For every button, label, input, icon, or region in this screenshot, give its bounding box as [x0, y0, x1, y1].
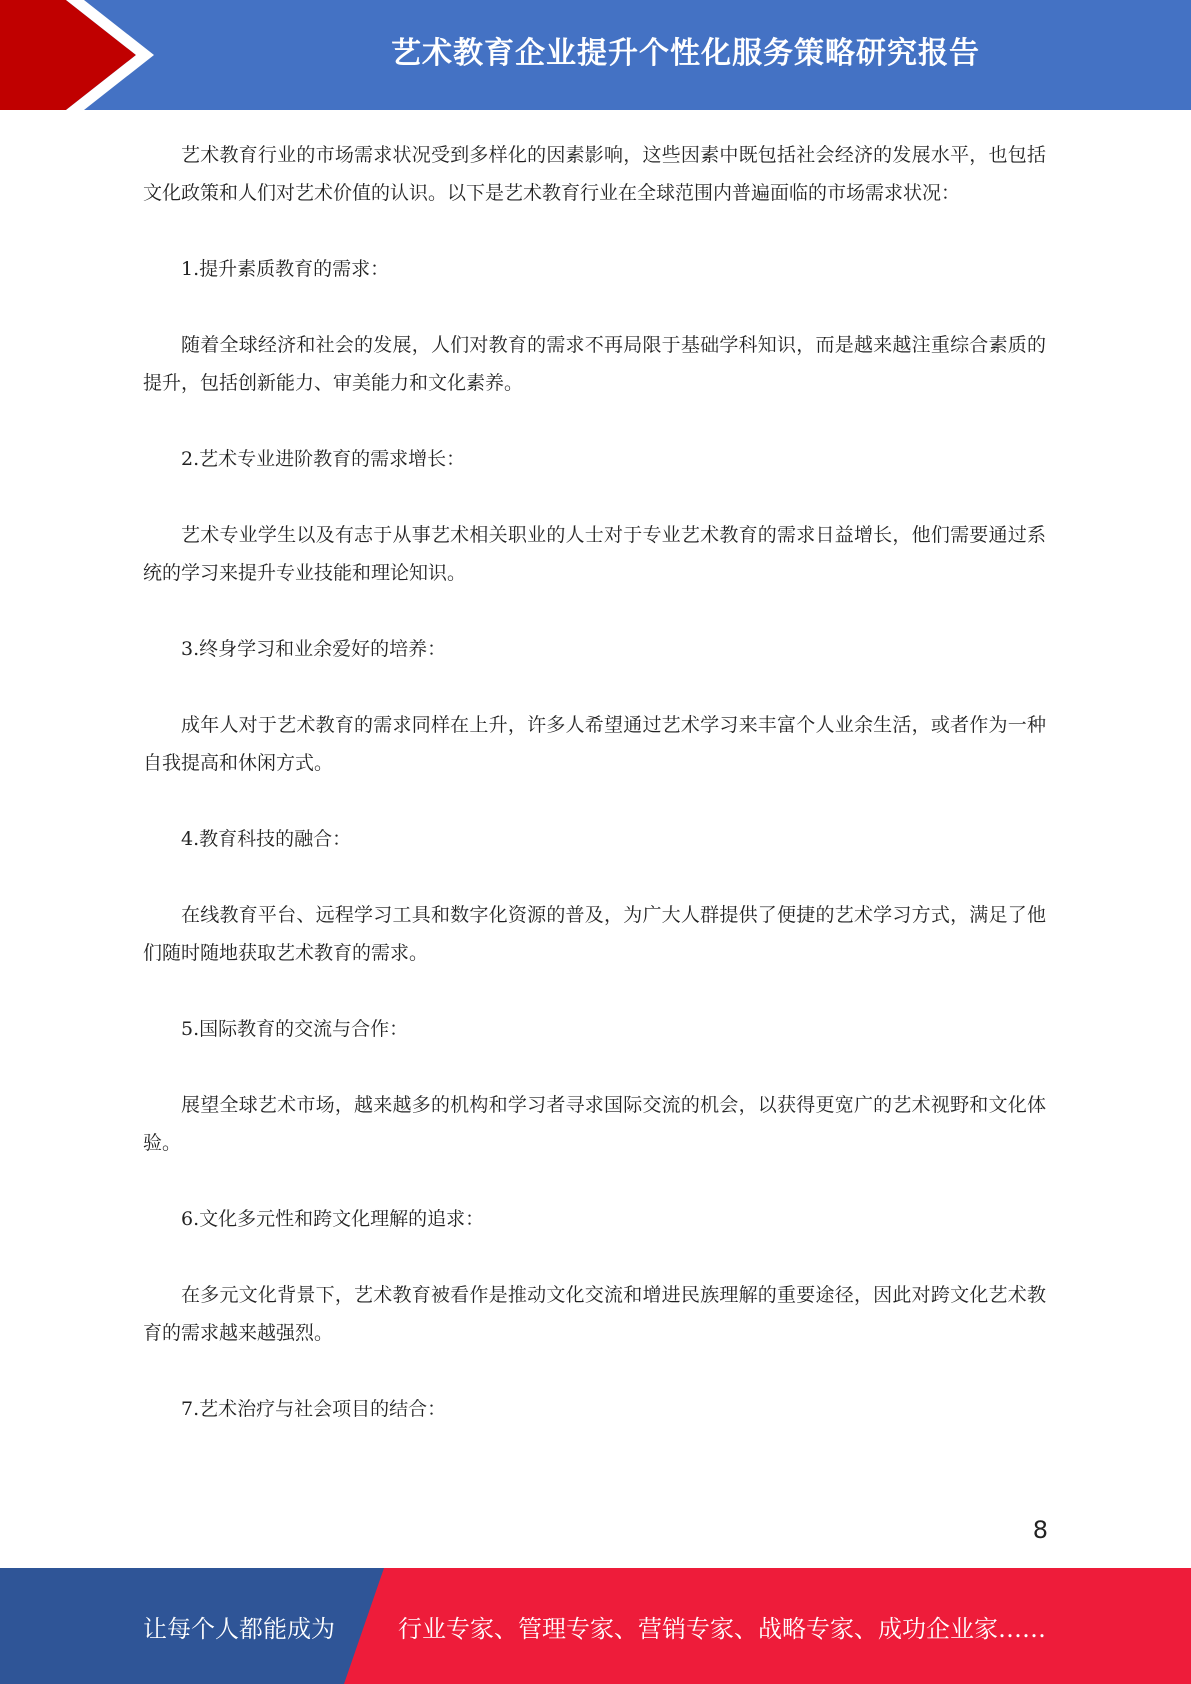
section-paragraph-3: 成年人对于艺术教育的需求同样在上升，许多人希望通过艺术学习来丰富个人业余生活，或者作为一种自我提高和休闲方式。 — [143, 714, 1046, 774]
section-heading-5: 5.国际教育的交流与合作： — [181, 1018, 409, 1040]
page-number: 8 — [1032, 1516, 1048, 1544]
header-band — [0, 0, 1191, 110]
intro-paragraph: 艺术教育行业的市场需求状况受到多样化的因素影响，这些因素中既包括社会经济的发展水平，也包括文化政策和人们对艺术价值的认识。以下是艺术教育行业在全球范围内普遍面临的市场需求状况： — [143, 144, 1046, 204]
section-paragraph-6: 在多元文化背景下，艺术教育被看作是推动文化交流和增进民族理解的重要途径，因此对跨文化艺术教育的需求越来越强烈。 — [143, 1284, 1046, 1344]
section-paragraph-5: 展望全球艺术市场，越来越多的机构和学习者寻求国际交流的机会，以获得更宽广的艺术视野和文化体验。 — [143, 1094, 1046, 1154]
section-heading-1: 1.提升素质教育的需求： — [181, 258, 390, 280]
section-heading-3: 3.终身学习和业余爱好的培养： — [181, 638, 447, 660]
section-heading-6: 6.文化多元性和跨文化理解的追求： — [181, 1208, 485, 1230]
header-chevron-decoration — [0, 0, 160, 110]
report-title: 艺术教育企业提升个性化服务策略研究报告 — [391, 36, 980, 71]
section-paragraph-4: 在线教育平台、远程学习工具和数字化资源的普及，为广大人群提供了便捷的艺术学习方式，满足了他们随时随地获取艺术教育的需求。 — [143, 904, 1046, 964]
section-heading-4: 4.教育科技的融合： — [181, 828, 352, 850]
footer-band — [0, 1568, 1191, 1684]
section-heading-2: 2.艺术专业进阶教育的需求增长： — [181, 448, 466, 470]
body-content — [143, 136, 1046, 1466]
section-heading-7: 7.艺术治疗与社会项目的结合： — [181, 1398, 447, 1420]
footer-slogan-right: 行业专家、管理专家、营销专家、战略专家、成功企业家…… — [398, 1614, 1046, 1643]
footer-slogan-left: 让每个人都能成为 — [143, 1614, 335, 1643]
section-paragraph-2: 艺术专业学生以及有志于从事艺术相关职业的人士对于专业艺术教育的需求日益增长，他们需要通过系统的学习来提升专业技能和理论知识。 — [143, 524, 1046, 584]
section-paragraph-1: 随着全球经济和社会的发展，人们对教育的需求不再局限于基础学科知识，而是越来越注重综合素质的提升，包括创新能力、审美能力和文化素养。 — [143, 334, 1046, 394]
